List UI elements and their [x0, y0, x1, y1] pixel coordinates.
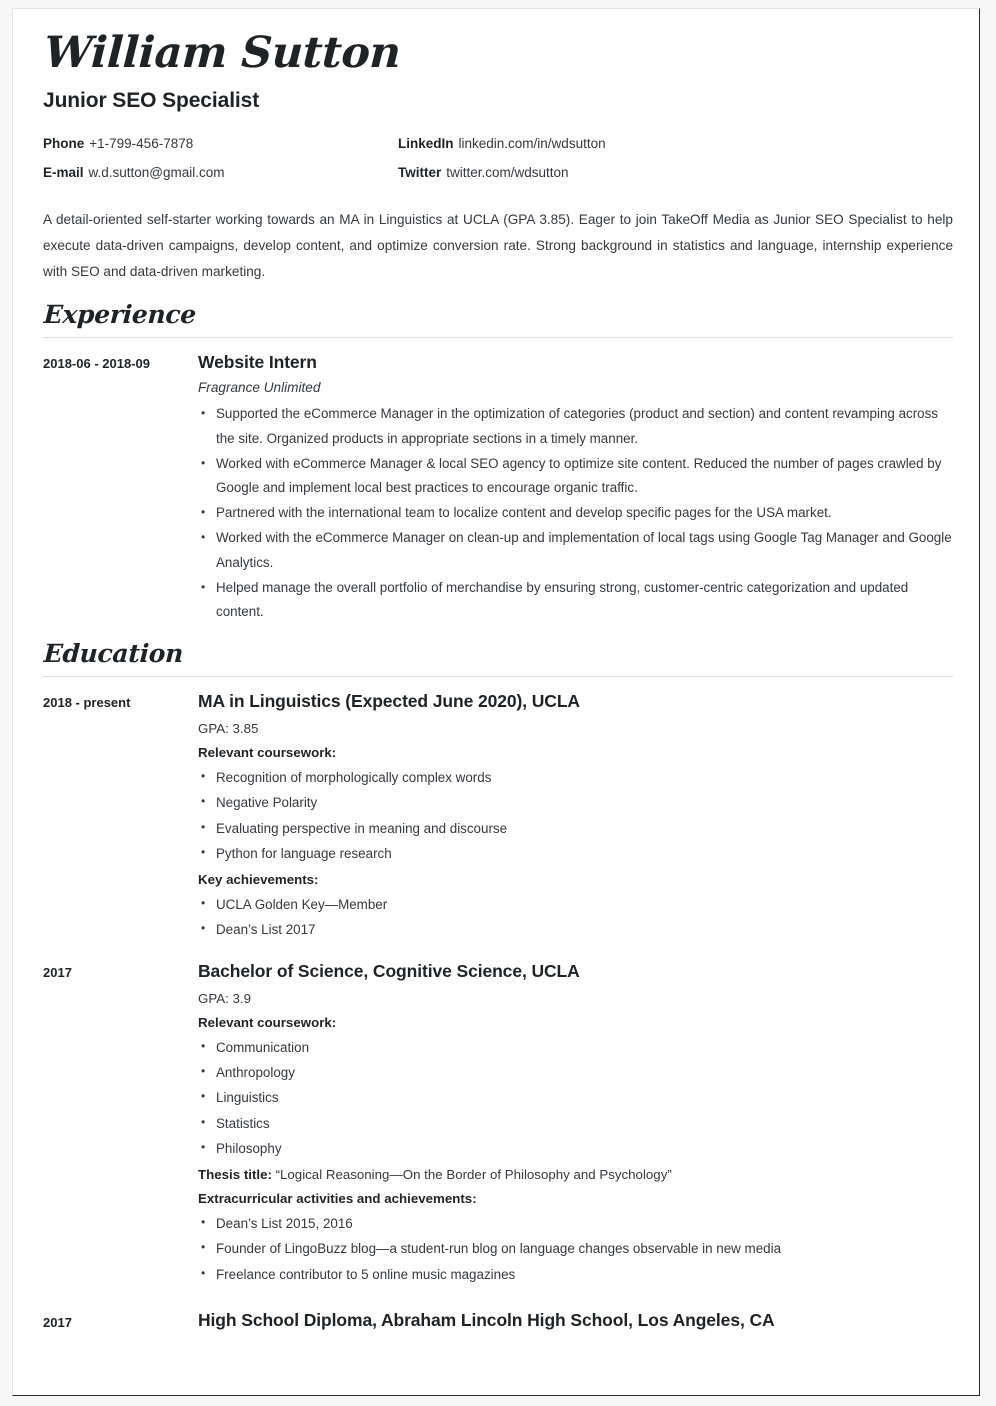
contact-twitter-label: Twitter	[398, 164, 442, 180]
list-item: • Founder of LingoBuzz blog—a student-run blog on language changes observable in new media	[198, 1236, 953, 1261]
list-item: • Worked with eCommerce Manager & local SEO agency to optimize site content. Reduced the number of pages crawled by Google and implement local best practices to encourage organic traffic.	[198, 452, 953, 502]
education-entry-ma-title: MA in Linguistics (Expected June 2020), UCLA	[198, 691, 580, 712]
education-entry-bs-coursework-label: Relevant coursework:	[198, 1014, 337, 1030]
list-item: • Supported the eCommerce Manager in the optimization of categories (product and section) and content revamping across the site. Organized products in appropriate sections in a timely manner.	[198, 402, 953, 452]
education-entry-ma-date: 2018 - present	[43, 695, 131, 711]
experience-entry-body	[198, 352, 953, 626]
candidate-name: William Sutton	[42, 28, 402, 78]
education-entry-bs-title: Bachelor of Science, Cognitive Science, UCLA	[198, 960, 580, 981]
education-entry-bs	[43, 961, 953, 1287]
experience-entry-company: Fragrance Unlimited	[198, 380, 321, 396]
education-entry-highschool	[43, 1310, 953, 1332]
education-entry-ma-achievements-list	[198, 892, 953, 943]
education-entry-bs-coursework-list	[198, 1035, 953, 1162]
list-item: • Partnered with the international team to localize content and develop specific pages for the USA market.	[198, 501, 953, 526]
list-item: • Dean’s List 2015, 2016	[198, 1211, 953, 1236]
list-item: • Evaluating perspective in meaning and discourse	[198, 816, 953, 841]
education-entry-highschool-date: 2017	[43, 1315, 72, 1331]
education-section-title: Education	[43, 639, 184, 669]
contact-email-label: E-mail	[43, 164, 84, 180]
list-item: • Dean’s List 2017	[198, 917, 953, 942]
education-section	[43, 639, 953, 1332]
education-entry-ma-coursework-list	[198, 765, 953, 867]
contact-twitter	[398, 164, 953, 182]
resume-document-sheet	[12, 8, 980, 1396]
education-entry-highschool-title: High School Diploma, Abraham Lincoln High School, Los Angeles, CA	[198, 1310, 775, 1331]
list-item: • Linguistics	[198, 1085, 953, 1110]
list-item: • Philosophy	[198, 1136, 953, 1161]
education-section-divider	[43, 676, 953, 677]
contact-linkedin-label: LinkedIn	[398, 136, 454, 152]
list-item: • Negative Polarity	[198, 790, 953, 815]
education-entry-bs-gpa: GPA: 3.9	[198, 990, 251, 1006]
experience-section	[43, 300, 953, 626]
contact-linkedin	[398, 135, 953, 153]
list-item: • UCLA Golden Key—Member	[198, 892, 953, 917]
education-entry-ma-coursework-label: Relevant coursework:	[198, 745, 337, 761]
education-entry-bs-date: 2017	[43, 964, 72, 980]
contact-linkedin-value[interactable]: linkedin.com/in/wdsutton	[458, 136, 606, 152]
entry-spacer	[43, 948, 953, 961]
list-item: • Recognition of morphologically complex words	[198, 765, 953, 790]
resume-content	[42, 28, 953, 1332]
list-item: • Statistics	[198, 1111, 953, 1136]
contact-email	[43, 164, 398, 182]
education-entry-bs-body	[198, 961, 953, 1287]
contact-phone-label: Phone	[43, 136, 85, 152]
education-entry-ma-achievements-label: Key achievements:	[198, 871, 319, 887]
experience-entry	[43, 352, 953, 626]
experience-entry-date: 2018-06 - 2018-09	[43, 355, 150, 371]
professional-summary: A detail-oriented self-starter working towards an MA in Linguistics at UCLA (GPA 3.85). Eager to join TakeOff Media as Junior SEO Specialist to help execute data-driven campaigns, develop content, and optimize conversion rate. Strong background in statistics and language, internship experience with SEO and data-driven marketing.	[43, 212, 953, 280]
experience-bullet-list	[198, 402, 953, 625]
education-entry-bs-extracurricular-list	[198, 1211, 953, 1287]
contact-twitter-value[interactable]: twitter.com/wdsutton	[446, 164, 569, 180]
education-entry-bs-extracurricular-label: Extracurricular activities and achievements:	[198, 1190, 477, 1206]
resume-header	[42, 28, 953, 181]
contact-phone	[43, 135, 398, 153]
contact-info-grid	[43, 135, 953, 181]
candidate-headline: Junior SEO Specialist	[43, 89, 260, 113]
education-entry-ma	[43, 691, 953, 943]
contact-phone-value: +1-799-456-7878	[89, 136, 194, 152]
contact-email-value[interactable]: w.d.sutton@gmail.com	[88, 164, 225, 180]
education-entry-ma-body	[198, 691, 953, 943]
experience-section-title: Experience	[43, 299, 197, 329]
experience-section-divider	[43, 337, 953, 338]
list-item: • Helped manage the overall portfolio of merchandise by ensuring strong, customer-centric categorization and updated content.	[198, 576, 953, 626]
experience-entry-title: Website Intern	[198, 351, 317, 372]
education-entry-ma-gpa: GPA: 3.85	[198, 721, 259, 737]
list-item: • Freelance contributor to 5 online music magazines	[198, 1262, 953, 1287]
list-item: • Worked with the eCommerce Manager on clean-up and implementation of local tags using Google Tag Manager and Google Analytics.	[198, 526, 953, 576]
entry-spacer	[43, 1292, 953, 1310]
education-entry-bs-thesis-label: Thesis title:	[198, 1166, 272, 1182]
education-entry-bs-thesis-value: “Logical Reasoning—On the Border of Philosophy and Psychology”	[275, 1166, 672, 1182]
education-entry-highschool-body	[198, 1310, 953, 1332]
list-item: • Communication	[198, 1035, 953, 1060]
education-entry-bs-thesis	[198, 1164, 953, 1186]
list-item: • Anthropology	[198, 1060, 953, 1085]
list-item: • Python for language research	[198, 841, 953, 866]
